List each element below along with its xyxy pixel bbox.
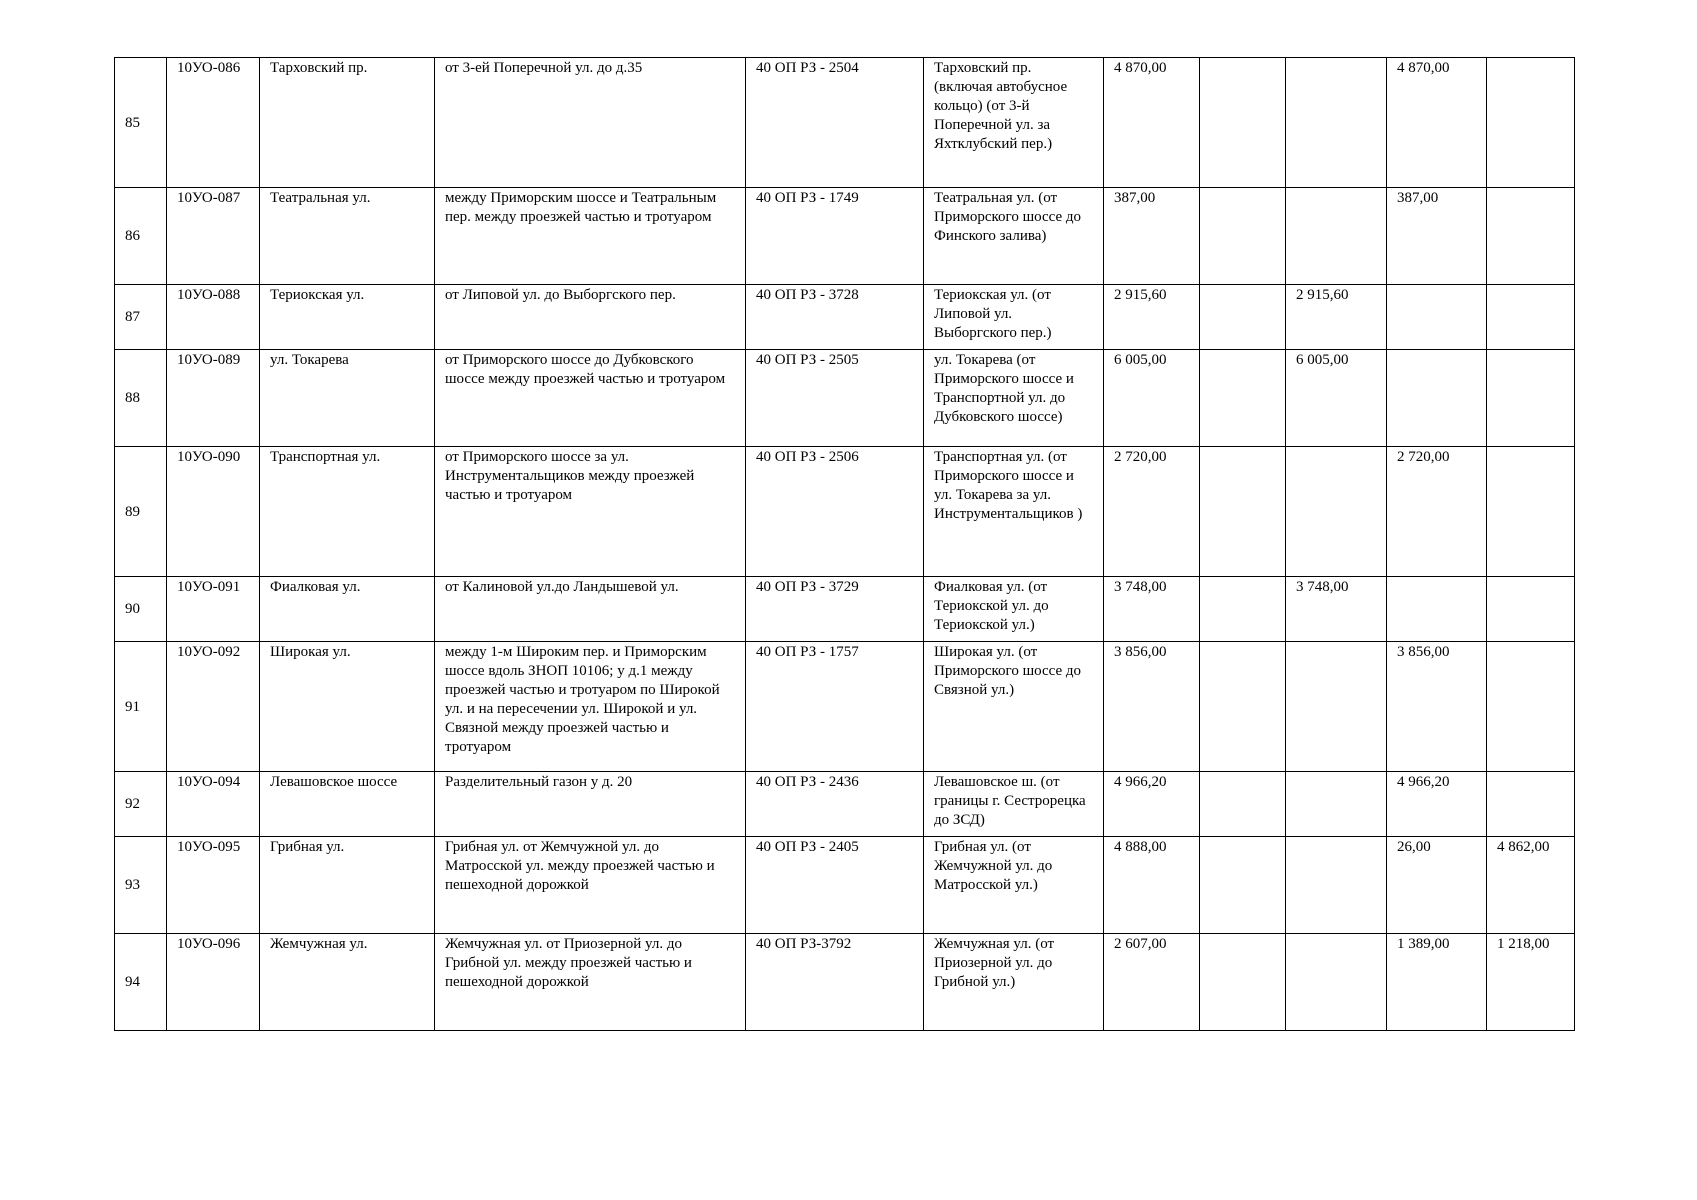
road-name: Териокская ул. (от Липовой ул. Выборгского пер.) (924, 285, 1104, 350)
value-col-1 (1200, 934, 1286, 1031)
value-col-3: 4 966,20 (1387, 772, 1487, 837)
road-name: Транспортная ул. (от Приморского шоссе и ул. Токарева за ул. Инструментальщиков ) (924, 447, 1104, 577)
total-value: 4 870,00 (1104, 58, 1200, 188)
road-id: 40 ОП РЗ - 2506 (746, 447, 924, 577)
road-name: Театральная ул. (от Приморского шоссе до Финского залива) (924, 188, 1104, 285)
value-col-1 (1200, 188, 1286, 285)
roads-table (114, 57, 1575, 1031)
road-id: 40 ОП РЗ - 2436 (746, 772, 924, 837)
street-name: Териокская ул. (260, 285, 435, 350)
road-name: Фиалковая ул. (от Териокской ул. до Териокской ул.) (924, 577, 1104, 642)
value-col-3: 1 389,00 (1387, 934, 1487, 1031)
table-row (115, 642, 1575, 772)
value-col-4: 4 862,00 (1487, 837, 1575, 934)
object-code: 10УО-092 (167, 642, 260, 772)
value-col-4 (1487, 577, 1575, 642)
location-description: Жемчужная ул. от Приозерной ул. до Грибной ул. между проезжей частью и пешеходной дорожкой (435, 934, 746, 1031)
location-description: от Калиновой ул.до Ландышевой ул. (435, 577, 746, 642)
road-name: Жемчужная ул. (от Приозерной ул. до Грибной ул.) (924, 934, 1104, 1031)
table-row (115, 577, 1575, 642)
object-code: 10УО-091 (167, 577, 260, 642)
table-row (115, 58, 1575, 188)
total-value: 2 915,60 (1104, 285, 1200, 350)
value-col-1 (1200, 837, 1286, 934)
value-col-3 (1387, 285, 1487, 350)
value-col-1 (1200, 285, 1286, 350)
value-col-4 (1487, 772, 1575, 837)
value-col-2 (1286, 934, 1387, 1031)
total-value: 6 005,00 (1104, 350, 1200, 447)
row-number: 93 (115, 837, 167, 934)
object-code: 10УО-090 (167, 447, 260, 577)
road-name: Левашовское ш. (от границы г. Сестрорецка до ЗСД) (924, 772, 1104, 837)
street-name: Тарховский пр. (260, 58, 435, 188)
value-col-1 (1200, 577, 1286, 642)
object-code: 10УО-088 (167, 285, 260, 350)
total-value: 2 720,00 (1104, 447, 1200, 577)
object-code: 10УО-087 (167, 188, 260, 285)
total-value: 2 607,00 (1104, 934, 1200, 1031)
road-id: 40 ОП РЗ - 2504 (746, 58, 924, 188)
value-col-3: 26,00 (1387, 837, 1487, 934)
street-name: Грибная ул. (260, 837, 435, 934)
object-code: 10УО-095 (167, 837, 260, 934)
street-name: Театральная ул. (260, 188, 435, 285)
road-id: 40 ОП РЗ - 2505 (746, 350, 924, 447)
street-name: Жемчужная ул. (260, 934, 435, 1031)
table-row (115, 285, 1575, 350)
road-name: ул. Токарева (от Приморского шоссе и Транспортной ул. до Дубковского шоссе) (924, 350, 1104, 447)
table-row (115, 188, 1575, 285)
location-description: Разделительный газон у д. 20 (435, 772, 746, 837)
street-name: Левашовское шоссе (260, 772, 435, 837)
value-col-2: 6 005,00 (1286, 350, 1387, 447)
object-code: 10УО-089 (167, 350, 260, 447)
location-description: от Липовой ул. до Выборгского пер. (435, 285, 746, 350)
value-col-2 (1286, 837, 1387, 934)
value-col-3 (1387, 577, 1487, 642)
table-row (115, 934, 1575, 1031)
value-col-2 (1286, 772, 1387, 837)
row-number: 94 (115, 934, 167, 1031)
table-body (115, 58, 1575, 1031)
value-col-2 (1286, 642, 1387, 772)
value-col-4: 1 218,00 (1487, 934, 1575, 1031)
total-value: 3 748,00 (1104, 577, 1200, 642)
street-name: Широкая ул. (260, 642, 435, 772)
row-number: 86 (115, 188, 167, 285)
table-row (115, 837, 1575, 934)
value-col-2 (1286, 447, 1387, 577)
value-col-1 (1200, 642, 1286, 772)
road-id: 40 ОП РЗ - 1749 (746, 188, 924, 285)
value-col-3: 3 856,00 (1387, 642, 1487, 772)
street-name: Фиалковая ул. (260, 577, 435, 642)
location-description: от Приморского шоссе до Дубковского шоссе между проезжей частью и тротуаром (435, 350, 746, 447)
road-name: Тарховский пр. (включая автобусное кольцо) (от 3-й Поперечной ул. за Яхтклубский пер.) (924, 58, 1104, 188)
table-row (115, 350, 1575, 447)
row-number: 90 (115, 577, 167, 642)
street-name: ул. Токарева (260, 350, 435, 447)
value-col-2: 3 748,00 (1286, 577, 1387, 642)
row-number: 91 (115, 642, 167, 772)
location-description: от Приморского шоссе за ул. Инструментальщиков между проезжей частью и тротуаром (435, 447, 746, 577)
location-description: Грибная ул. от Жемчужной ул. до Матросской ул. между проезжей частью и пешеходной дорожкой (435, 837, 746, 934)
road-id: 40 ОП РЗ - 1757 (746, 642, 924, 772)
value-col-2: 2 915,60 (1286, 285, 1387, 350)
location-description: между 1-м Широким пер. и Приморским шоссе вдоль ЗНОП 10106; у д.1 между проезжей частью и тротуаром по Широкой ул. и на пересечении ул. Широкой и ул. Связной между проезжей частью и тротуаром (435, 642, 746, 772)
road-name: Грибная ул. (от Жемчужной ул. до Матросской ул.) (924, 837, 1104, 934)
object-code: 10УО-094 (167, 772, 260, 837)
value-col-4 (1487, 642, 1575, 772)
road-id: 40 ОП РЗ - 2405 (746, 837, 924, 934)
value-col-1 (1200, 447, 1286, 577)
value-col-4 (1487, 285, 1575, 350)
row-number: 88 (115, 350, 167, 447)
road-id: 40 ОП РЗ-3792 (746, 934, 924, 1031)
value-col-2 (1286, 188, 1387, 285)
street-name: Транспортная ул. (260, 447, 435, 577)
total-value: 4 888,00 (1104, 837, 1200, 934)
value-col-1 (1200, 350, 1286, 447)
value-col-1 (1200, 58, 1286, 188)
road-id: 40 ОП РЗ - 3728 (746, 285, 924, 350)
total-value: 3 856,00 (1104, 642, 1200, 772)
row-number: 85 (115, 58, 167, 188)
value-col-4 (1487, 188, 1575, 285)
value-col-3: 2 720,00 (1387, 447, 1487, 577)
row-number: 89 (115, 447, 167, 577)
row-number: 87 (115, 285, 167, 350)
object-code: 10УО-096 (167, 934, 260, 1031)
location-description: от 3-ей Поперечной ул. до д.35 (435, 58, 746, 188)
total-value: 4 966,20 (1104, 772, 1200, 837)
value-col-4 (1487, 58, 1575, 188)
value-col-3: 387,00 (1387, 188, 1487, 285)
table-row (115, 772, 1575, 837)
location-description: между Приморским шоссе и Театральным пер. между проезжей частью и тротуаром (435, 188, 746, 285)
object-code: 10УО-086 (167, 58, 260, 188)
value-col-2 (1286, 58, 1387, 188)
value-col-4 (1487, 350, 1575, 447)
row-number: 92 (115, 772, 167, 837)
value-col-3 (1387, 350, 1487, 447)
value-col-3: 4 870,00 (1387, 58, 1487, 188)
road-name: Широкая ул. (от Приморского шоссе до Связной ул.) (924, 642, 1104, 772)
total-value: 387,00 (1104, 188, 1200, 285)
table-row (115, 447, 1575, 577)
value-col-4 (1487, 447, 1575, 577)
value-col-1 (1200, 772, 1286, 837)
road-id: 40 ОП РЗ - 3729 (746, 577, 924, 642)
